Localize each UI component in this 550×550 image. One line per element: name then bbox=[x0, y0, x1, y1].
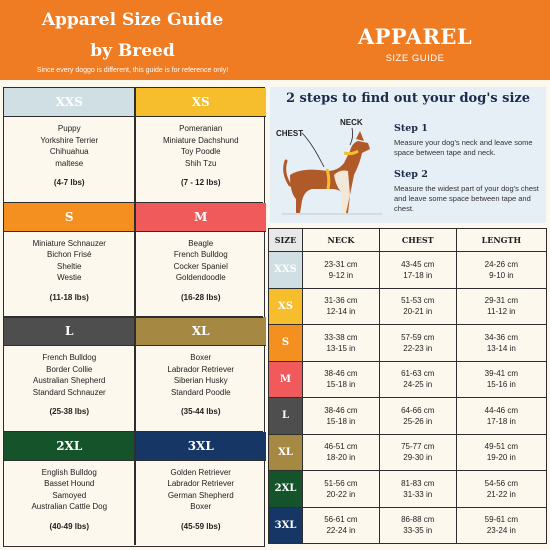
breed-name: French Bulldog bbox=[173, 250, 228, 259]
neck-cm: 23-31 cm bbox=[324, 259, 358, 269]
breed-group-size: XS bbox=[136, 88, 267, 117]
breed-name: Shih Tzu bbox=[185, 158, 217, 168]
breed-name: Samoyed bbox=[52, 490, 87, 500]
chest-cm: 57-59 cm bbox=[401, 332, 435, 342]
table-header-row bbox=[269, 229, 547, 252]
breed-group bbox=[136, 432, 267, 546]
length-in: 11-12 in bbox=[487, 307, 516, 317]
chest-cm: 86-88 cm bbox=[401, 515, 435, 525]
chest-in: 20-21 in bbox=[403, 307, 433, 317]
neck-in: 12-14 in bbox=[326, 307, 356, 317]
length-cm: 44-46 cm bbox=[484, 405, 518, 415]
breed-weight: (35-44 lbs) bbox=[180, 407, 221, 416]
size-cell: XS bbox=[269, 288, 303, 325]
chest-label: CHEST bbox=[276, 129, 304, 138]
header-length: LENGTH bbox=[456, 229, 546, 252]
neck-cell bbox=[303, 471, 380, 508]
steps-title: 2 steps to find out your dog's size bbox=[285, 91, 531, 106]
breed-name: Australian Shepherd bbox=[33, 376, 106, 385]
neck-cm: 51-56 cm bbox=[324, 478, 358, 488]
neck-in: 15-18 in bbox=[326, 380, 356, 390]
grid-divider-horizontal bbox=[4, 431, 263, 433]
size-cell: S bbox=[269, 325, 303, 362]
neck-cm: 38-46 cm bbox=[324, 405, 358, 415]
length-cell bbox=[456, 434, 546, 471]
breed-name: Goldendoodle bbox=[175, 273, 226, 282]
breed-weight: (11-18 lbs) bbox=[49, 292, 89, 302]
breed-name: maltese bbox=[55, 158, 84, 168]
header-banner bbox=[0, 0, 550, 80]
breed-group bbox=[4, 203, 135, 317]
neck-in: 9-12 in bbox=[328, 270, 354, 280]
breed-group-size: 3XL bbox=[136, 432, 267, 461]
breed-name: Boxer bbox=[190, 502, 212, 511]
chest-cell bbox=[379, 252, 456, 289]
chest-cell bbox=[379, 434, 456, 471]
breed-name: French Bulldog bbox=[42, 353, 97, 362]
chest-in: 17-18 in bbox=[403, 270, 433, 280]
size-cell: 2XL bbox=[269, 471, 303, 508]
breed-name: Toy Poodle bbox=[180, 147, 221, 156]
chest-cell bbox=[379, 507, 456, 544]
step2-text: Measure the widest part of your dog's chest and leave some space between tape and chest. bbox=[394, 184, 539, 213]
breed-group-list bbox=[136, 117, 267, 202]
breed-name: Siberian Husky bbox=[173, 376, 228, 385]
chest-in: 22-23 in bbox=[403, 343, 433, 353]
chest-tape bbox=[327, 169, 329, 189]
breed-weight: (40-49 lbs) bbox=[49, 521, 90, 531]
length-cm: 49-51 cm bbox=[484, 442, 518, 452]
breed-group-size: M bbox=[136, 203, 267, 232]
table-row bbox=[269, 398, 547, 435]
breed-group-size: S bbox=[4, 203, 135, 232]
size-cell: 3XL bbox=[269, 507, 303, 544]
length-in: 15-16 in bbox=[486, 380, 516, 390]
chest-in: 25-26 in bbox=[403, 416, 433, 426]
breed-size-grid bbox=[3, 87, 265, 547]
neck-cell bbox=[303, 252, 380, 289]
length-in: 23-24 in bbox=[486, 526, 516, 536]
banner-title-line1: Apparel Size Guide bbox=[41, 10, 224, 30]
breed-weight: (16-28 lbs) bbox=[180, 292, 221, 302]
breed-group-list bbox=[136, 461, 267, 546]
breed-name: Labrador Retriever bbox=[167, 479, 235, 488]
dog-measure-illustration bbox=[272, 115, 390, 221]
breed-group-size: L bbox=[4, 317, 135, 346]
banner-right-subtitle: SIZE GUIDE bbox=[385, 53, 445, 64]
chest-cell bbox=[379, 325, 456, 362]
breed-name: English Bulldog bbox=[41, 467, 97, 477]
breed-name: Westie bbox=[57, 273, 82, 282]
breed-name: Standard Schnauzer bbox=[32, 387, 106, 397]
neck-cm: 56-61 cm bbox=[324, 515, 358, 525]
breed-group bbox=[4, 432, 135, 546]
chest-cm: 81-83 cm bbox=[401, 478, 435, 488]
header-neck: NECK bbox=[303, 229, 380, 252]
length-cm: 54-56 cm bbox=[484, 478, 518, 488]
breed-group-list bbox=[4, 232, 135, 317]
length-cm: 39-41 cm bbox=[484, 369, 518, 379]
dog-ear bbox=[356, 131, 364, 141]
breed-name: Miniature Dachshund bbox=[162, 135, 239, 145]
neck-cell bbox=[303, 361, 380, 398]
chest-cell bbox=[379, 288, 456, 325]
breed-name: Cocker Spaniel bbox=[173, 261, 228, 271]
length-cell bbox=[456, 507, 546, 544]
length-cell bbox=[456, 288, 546, 325]
table-row bbox=[269, 252, 547, 289]
step1-heading: Step 1 bbox=[394, 123, 428, 134]
chest-in: 31-33 in bbox=[403, 489, 433, 499]
size-cell: M bbox=[269, 361, 303, 398]
chest-cm: 64-66 cm bbox=[401, 405, 435, 415]
banner-subtitle: Since every doggo is different, this guide is for reference only! bbox=[36, 67, 229, 74]
breed-group bbox=[4, 317, 135, 431]
neck-in: 20-22 in bbox=[326, 489, 356, 499]
neck-cell bbox=[303, 434, 380, 471]
length-cm: 34-36 cm bbox=[484, 332, 518, 342]
breed-name: Miniature Schnauzer bbox=[32, 238, 106, 248]
banner-left bbox=[0, 0, 265, 80]
table-row bbox=[269, 288, 547, 325]
length-cell bbox=[456, 325, 546, 362]
neck-cell bbox=[303, 398, 380, 435]
banner-title-line2: by Breed bbox=[90, 41, 175, 61]
table-row bbox=[269, 434, 547, 471]
breed-name: Puppy bbox=[57, 124, 81, 133]
neck-in: 18-20 in bbox=[326, 453, 356, 463]
breed-name: Chihuahua bbox=[49, 147, 89, 156]
breed-name: Sheltie bbox=[57, 261, 82, 271]
table-row bbox=[269, 471, 547, 508]
banner-right bbox=[300, 0, 530, 80]
neck-cell bbox=[303, 325, 380, 362]
breed-name: Basset Hound bbox=[44, 479, 95, 488]
length-in: 17-18 in bbox=[486, 416, 516, 426]
breed-group-list bbox=[4, 461, 135, 546]
chest-cm: 61-63 cm bbox=[401, 369, 435, 379]
breed-group-list bbox=[136, 232, 267, 317]
breed-group-size: XXS bbox=[4, 88, 135, 117]
table-row bbox=[269, 507, 547, 544]
length-cell bbox=[456, 252, 546, 289]
length-in: 21-22 in bbox=[486, 489, 516, 499]
size-cell: XL bbox=[269, 434, 303, 471]
size-chart-table bbox=[268, 228, 547, 544]
chest-cell bbox=[379, 361, 456, 398]
header-size: SIZE bbox=[269, 229, 303, 252]
breed-name: Pomeranian bbox=[179, 124, 223, 133]
length-cell bbox=[456, 398, 546, 435]
table-row bbox=[269, 325, 547, 362]
breed-name: Border Collie bbox=[46, 364, 93, 374]
chest-in: 24-25 in bbox=[403, 380, 433, 390]
chest-cell bbox=[379, 471, 456, 508]
breed-name: German Shepherd bbox=[167, 490, 234, 500]
chest-in: 29-30 in bbox=[403, 453, 433, 463]
grid-divider-horizontal bbox=[4, 202, 263, 204]
chest-pointer bbox=[302, 133, 324, 167]
breed-group-list bbox=[136, 346, 267, 431]
dog-icon bbox=[272, 115, 390, 221]
breed-group-size: XL bbox=[136, 317, 267, 346]
neck-cm: 46-51 cm bbox=[324, 442, 358, 452]
chest-cm: 51-53 cm bbox=[401, 296, 435, 306]
neck-cell bbox=[303, 507, 380, 544]
breed-weight: (25-38 lbs) bbox=[49, 407, 90, 416]
chest-cell bbox=[379, 398, 456, 435]
size-cell: L bbox=[269, 398, 303, 435]
chest-cm: 43-45 cm bbox=[401, 259, 435, 269]
chest-in: 33-35 in bbox=[403, 526, 433, 536]
chest-cm: 75-77 cm bbox=[401, 442, 435, 452]
breed-name: Standard Poodle bbox=[170, 387, 231, 397]
step2-heading: Step 2 bbox=[394, 169, 428, 180]
breed-weight: (4-7 lbs) bbox=[53, 178, 85, 187]
neck-pointer bbox=[350, 128, 353, 145]
grid-divider-horizontal bbox=[4, 316, 263, 318]
length-in: 9-10 in bbox=[489, 270, 514, 280]
length-in: 19-20 in bbox=[486, 453, 516, 463]
breed-group bbox=[136, 317, 267, 431]
neck-in: 22-24 in bbox=[326, 526, 356, 536]
length-cm: 59-61 cm bbox=[484, 515, 518, 525]
breed-name: Beagle bbox=[188, 238, 214, 248]
breed-group bbox=[4, 88, 135, 202]
dog-tail bbox=[285, 161, 290, 185]
banner-right-title: APPAREL bbox=[357, 24, 473, 49]
breed-group-size: 2XL bbox=[4, 432, 135, 461]
length-cm: 29-31 cm bbox=[484, 296, 518, 306]
breed-name: Yorkshire Terrier bbox=[40, 135, 99, 145]
steps-panel bbox=[270, 87, 546, 223]
length-cell bbox=[456, 361, 546, 398]
breed-name: Golden Retriever bbox=[170, 467, 231, 477]
breed-name: Boxer bbox=[190, 353, 212, 362]
step1-text: Measure your dog's neck and leave some space between tape and neck. bbox=[394, 138, 533, 157]
breed-weight: (7 - 12 lbs) bbox=[180, 178, 221, 187]
breed-name: Australian Cattle Dog bbox=[31, 502, 108, 511]
length-cell bbox=[456, 471, 546, 508]
breed-weight: (45-59 lbs) bbox=[180, 521, 221, 531]
breed-group-list bbox=[4, 346, 135, 431]
breed-name: Labrador Retriever bbox=[167, 364, 235, 374]
neck-cm: 33-38 cm bbox=[324, 332, 358, 342]
neck-cell bbox=[303, 288, 380, 325]
breed-name: Bichon Frisé bbox=[47, 250, 92, 259]
neck-label: NECK bbox=[340, 118, 363, 127]
breed-group bbox=[136, 203, 267, 317]
neck-in: 15-18 in bbox=[326, 416, 356, 426]
length-in: 13-14 in bbox=[486, 343, 516, 353]
breed-group-list bbox=[4, 117, 135, 202]
neck-in: 13-15 in bbox=[326, 343, 356, 353]
breed-group bbox=[136, 88, 267, 202]
size-cell: XXS bbox=[269, 252, 303, 289]
header-chest: CHEST bbox=[379, 229, 456, 252]
neck-cm: 38-46 cm bbox=[324, 369, 358, 379]
neck-cm: 31-36 cm bbox=[324, 296, 358, 306]
table-row bbox=[269, 361, 547, 398]
length-cm: 24-26 cm bbox=[484, 259, 518, 269]
